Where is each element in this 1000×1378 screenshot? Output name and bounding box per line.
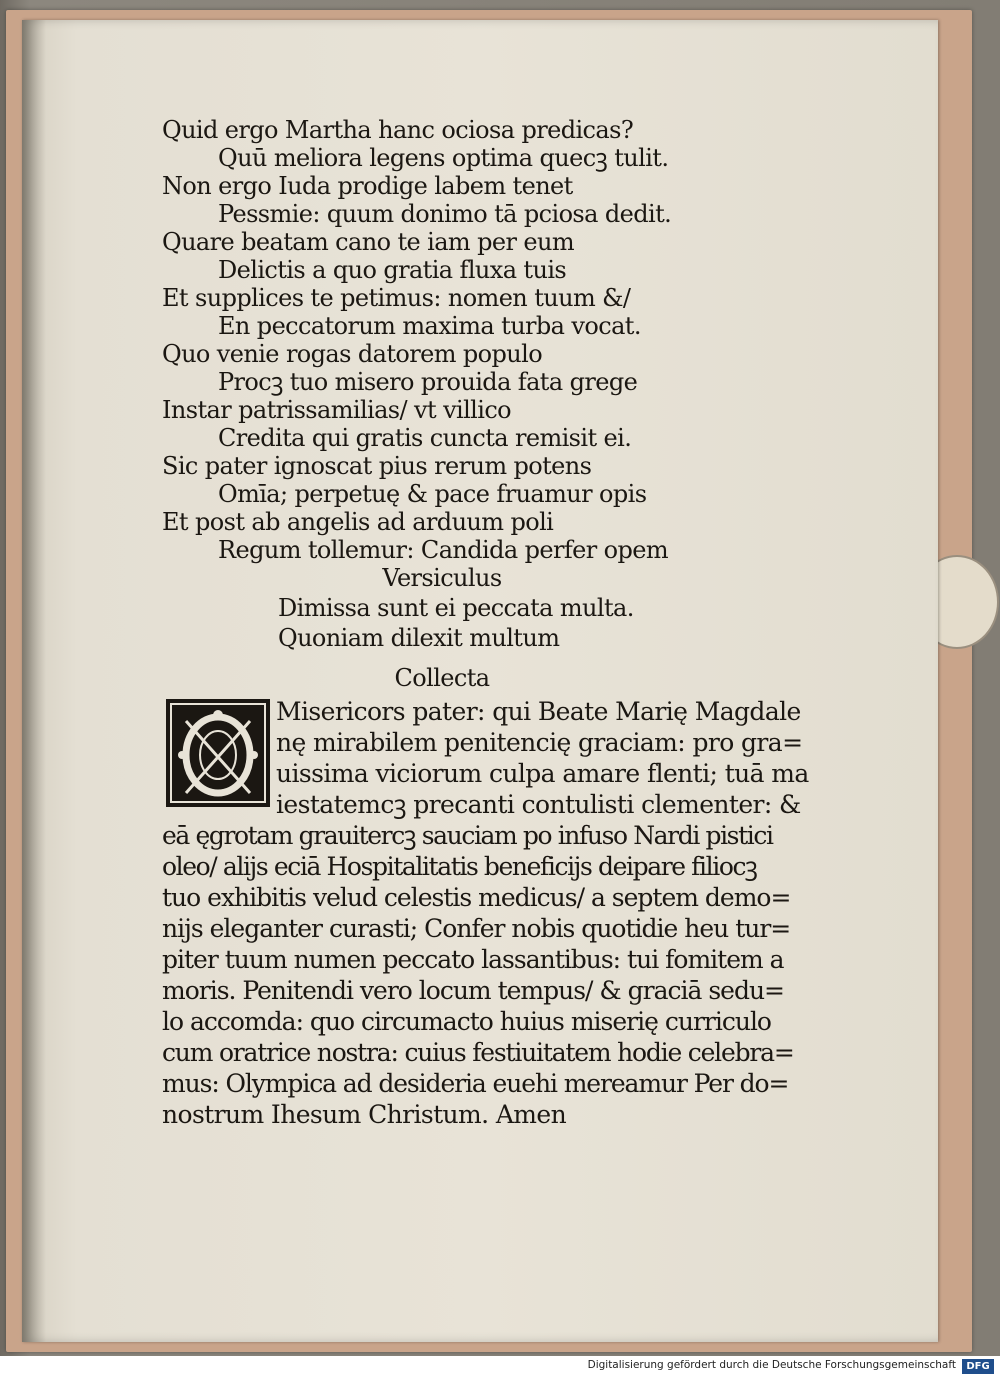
spine-shadow: [22, 20, 46, 1342]
decorated-initial-o: [166, 699, 270, 807]
collecta-line: eā ęgrotam grauitercꝫ sauciam po infuso Nardi pistici: [162, 821, 773, 850]
verse-line: Pessmie: quum donimo tā pciosa dedit.: [218, 200, 672, 228]
collecta-line: nijs eleganter curasti; Confer nobis quotidie heu tur=: [162, 914, 791, 943]
verse-line: Regum tollemur: Candida perfer opem: [218, 536, 669, 564]
verse-line: Et supplices te petimus: nomen tuum &/: [162, 284, 631, 312]
book-page: [22, 20, 938, 1342]
collecta-line: uissima viciorum culpa amare flenti; tuā ma: [276, 759, 809, 788]
collecta-line: Misericors pater: qui Beate Marię Magdale: [276, 697, 801, 726]
verse-line: Non ergo Iuda prodige labem tenet: [162, 172, 573, 200]
footer-bar: [0, 1356, 1000, 1378]
versiculus-line: Dimissa sunt ei peccata multa.: [278, 594, 634, 622]
verse-line: Sic pater ignoscat pius rerum potens: [162, 452, 592, 480]
collecta-heading: Collecta: [394, 664, 490, 692]
collecta-line: piter tuum numen peccato lassantibus: tui fomitem a: [162, 945, 784, 974]
collecta-line: nostrum Ihesum Christum. Amen: [162, 1100, 567, 1129]
collecta-line: mus: Olympica ad desideria euehi mereamur Per do=: [162, 1069, 789, 1098]
verse-line: Et post ab angelis ad arduum poli: [162, 508, 554, 536]
verse-line: Delictis a quo gratia fluxa tuis: [218, 256, 567, 284]
collecta-line: lo accomda: quo circumacto huius miserię curriculo: [162, 1007, 771, 1036]
verse-line: Quū meliora legens optima quecꝫ tulit.: [218, 144, 669, 172]
verse-line: Quid ergo Martha hanc ociosa predicas?: [162, 116, 634, 144]
verse-line: En peccatorum maxima turba vocat.: [218, 312, 641, 340]
verse-line: Procꝫ tuo misero prouida fata grege: [218, 368, 638, 396]
funding-notice: Digitalisierung gefördert durch die Deutsche Forschungsgemeinschaft: [587, 1359, 956, 1371]
verse-line: Instar patrissamilias/ vt villico: [162, 396, 512, 424]
verse-line: Credita qui gratis cuncta remisit ei.: [218, 424, 632, 452]
collecta-line: nę mirabilem penitencię graciam: pro gra=: [276, 728, 803, 757]
collecta-line: moris. Penitendi vero locum tempus/ & graciā sedu=: [162, 976, 785, 1005]
collecta-line: oleo/ alijs eciā Hospitalitatis beneficijs deipare filiocꝫ: [162, 852, 757, 881]
versiculus-heading: Versiculus: [382, 564, 502, 592]
collecta-line: tuo exhibitis velud celestis medicus/ a septem demo=: [162, 883, 791, 912]
collecta-line: cum oratrice nostra: cuius festiuitatem hodie celebra=: [162, 1038, 794, 1067]
ornament-icon: [168, 701, 268, 805]
collecta-line: iestatemcꝫ precanti contulisti clementer: &: [276, 790, 801, 819]
verse-line: Omīa; perpetuę & pace fruamur opis: [218, 480, 647, 508]
versiculus-line: Quoniam dilexit multum: [278, 624, 560, 652]
verse-line: Quo venie rogas datorem populo: [162, 340, 543, 368]
verse-line: Quare beatam cano te iam per eum: [162, 228, 574, 256]
dfg-logo: DFG: [962, 1359, 994, 1374]
